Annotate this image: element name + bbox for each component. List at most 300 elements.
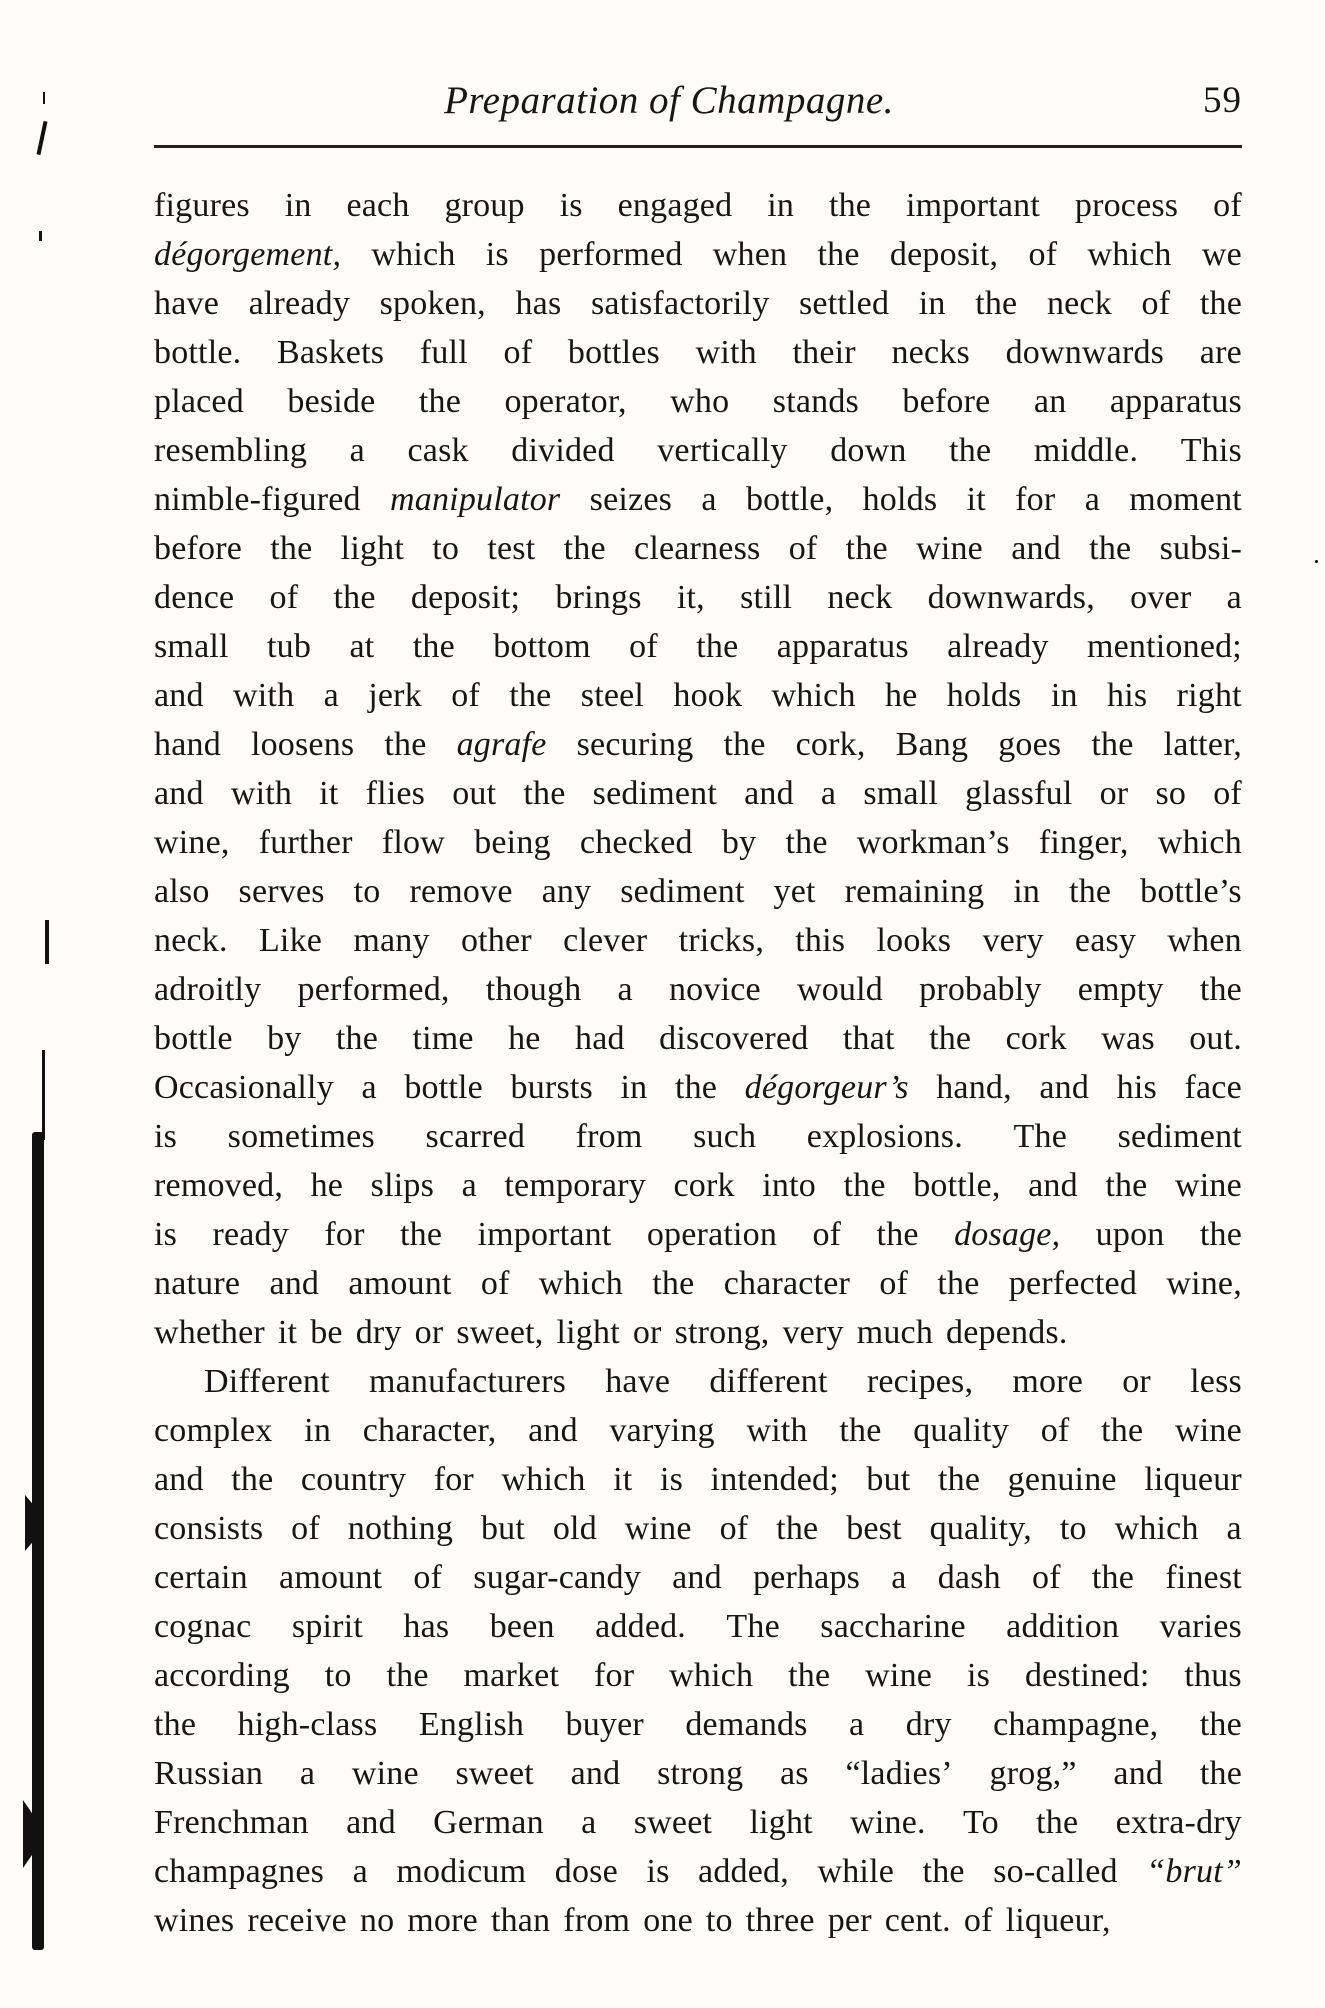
- word: is: [559, 187, 583, 224]
- text-line: [154, 1406, 1242, 1455]
- word: into: [762, 1167, 816, 1204]
- word: mentioned;: [1086, 628, 1242, 665]
- text-line: [154, 475, 1242, 524]
- word: is: [154, 1216, 178, 1253]
- word: face: [1184, 1069, 1242, 1106]
- word: a: [352, 1853, 368, 1890]
- text-line: [154, 230, 1242, 279]
- word: temporary: [504, 1167, 646, 1204]
- word: down: [830, 432, 907, 469]
- word: cognac: [154, 1608, 252, 1645]
- word: nature: [154, 1265, 241, 1302]
- word: Bang: [895, 726, 969, 763]
- text-line: [154, 720, 1242, 769]
- text-line: [154, 1308, 1242, 1357]
- word: full: [419, 334, 468, 371]
- word: the: [399, 1216, 443, 1253]
- word: light: [749, 1804, 813, 1841]
- word: addition: [1006, 1608, 1120, 1645]
- word: of: [1213, 775, 1242, 812]
- word: a: [461, 1167, 477, 1204]
- word: dosage,: [954, 1216, 1061, 1253]
- word: very: [982, 922, 1044, 959]
- word: but: [480, 1510, 525, 1547]
- word: Frenchman: [154, 1804, 309, 1841]
- word: probably: [919, 971, 1042, 1008]
- word: hand: [154, 726, 221, 763]
- word: the: [828, 187, 872, 224]
- word: the: [333, 579, 376, 616]
- word: removed,: [154, 1167, 284, 1204]
- word: is: [659, 1461, 684, 1498]
- text-line: [154, 1749, 1242, 1798]
- word: Baskets: [277, 334, 385, 371]
- word: English: [418, 1706, 525, 1743]
- word: This: [1180, 432, 1242, 469]
- word: is: [646, 1853, 670, 1890]
- word: placed: [154, 383, 244, 420]
- word: a: [617, 971, 633, 1008]
- word: a: [349, 432, 365, 469]
- word: operation: [646, 1216, 778, 1253]
- word: bottle: [404, 1069, 483, 1106]
- word: seizes: [589, 481, 673, 518]
- word: finger,: [1038, 824, 1129, 861]
- word: clearness: [634, 530, 761, 567]
- word: glassful: [965, 775, 1073, 812]
- word: for: [324, 1216, 365, 1253]
- word: and: [154, 677, 204, 714]
- margin-mark: [42, 1050, 45, 1140]
- word: the: [1101, 1412, 1144, 1449]
- word: of: [879, 1265, 909, 1302]
- word: wine: [624, 1510, 692, 1547]
- word: and: [1039, 1069, 1090, 1106]
- header-rule: [154, 145, 1242, 148]
- word: goes: [998, 726, 1062, 763]
- word: which: [771, 677, 856, 714]
- word: market: [463, 1657, 560, 1694]
- word: of: [629, 628, 658, 665]
- word: flow: [381, 824, 445, 861]
- word: bottom: [493, 628, 591, 665]
- word: important: [477, 1216, 612, 1253]
- word: for: [433, 1461, 474, 1498]
- word: the: [1199, 285, 1242, 322]
- word: his: [1116, 1069, 1157, 1106]
- word: strong,: [674, 1314, 770, 1351]
- word: the: [817, 236, 860, 273]
- word: an: [1033, 383, 1067, 420]
- word: a: [1226, 579, 1242, 616]
- word: stands: [772, 383, 859, 420]
- word: spoken,: [379, 285, 486, 322]
- word: downwards,: [927, 579, 1095, 616]
- word: which: [1114, 1510, 1199, 1547]
- word: while: [817, 1853, 895, 1890]
- word: other: [460, 922, 532, 959]
- word: though: [485, 971, 582, 1008]
- margin-mark: [43, 92, 45, 104]
- word: of: [480, 1265, 510, 1302]
- word: such: [693, 1118, 757, 1155]
- word: the: [843, 1167, 886, 1204]
- text-line: [154, 279, 1242, 328]
- word: brings: [555, 579, 642, 616]
- word: which: [1087, 236, 1172, 273]
- text-line: [154, 1014, 1242, 1063]
- word: looks: [876, 922, 952, 959]
- word: test: [487, 530, 536, 567]
- word: and: [1011, 530, 1061, 567]
- word: a: [581, 1804, 597, 1841]
- word: sediment: [620, 873, 745, 910]
- word: three: [745, 1902, 815, 1939]
- word: than: [490, 1902, 551, 1939]
- word: small: [863, 775, 938, 812]
- word: country: [300, 1461, 407, 1498]
- word: apparatus: [776, 628, 909, 665]
- word: quality: [913, 1412, 1010, 1449]
- word: jerk: [368, 677, 422, 714]
- word: the: [696, 628, 739, 665]
- word: of: [788, 530, 818, 567]
- text-line: [154, 524, 1242, 573]
- word: loosens: [250, 726, 355, 763]
- word: small: [154, 628, 229, 665]
- word: the: [335, 1020, 379, 1057]
- text-line: [154, 769, 1242, 818]
- word: wines: [154, 1902, 235, 1939]
- word: and: [1028, 1167, 1078, 1204]
- word: resembling: [154, 432, 308, 469]
- word: has: [403, 1608, 450, 1645]
- word: buyer: [565, 1706, 644, 1743]
- word: performed: [539, 236, 683, 273]
- word: the: [384, 726, 427, 763]
- word: “brut”: [1146, 1853, 1242, 1890]
- word: amount: [279, 1559, 383, 1596]
- word: from: [563, 1902, 631, 1939]
- word: in: [620, 1069, 648, 1106]
- word: as: [780, 1755, 809, 1792]
- word: in: [1013, 873, 1041, 910]
- word: with: [746, 1412, 808, 1449]
- word: is: [154, 1118, 178, 1155]
- word: has: [515, 285, 562, 322]
- word: The: [726, 1608, 780, 1645]
- word: complex: [154, 1412, 273, 1449]
- word: discovered: [659, 1020, 809, 1057]
- word: bottle: [154, 1020, 233, 1057]
- word: sediment: [592, 775, 717, 812]
- word: process: [1074, 187, 1179, 224]
- word: who: [670, 383, 730, 420]
- word: the: [1091, 1559, 1135, 1596]
- word: for: [1015, 481, 1056, 518]
- word: the: [845, 530, 888, 567]
- word: champagne,: [993, 1706, 1159, 1743]
- word: agrafe: [456, 726, 547, 763]
- word: the: [975, 285, 1018, 322]
- word: The: [1013, 1118, 1067, 1155]
- word: sweet: [633, 1804, 713, 1841]
- word: of: [413, 1559, 443, 1596]
- word: this: [795, 922, 846, 959]
- word: the: [386, 1657, 429, 1694]
- word: be: [310, 1314, 343, 1351]
- text-line: [154, 181, 1242, 230]
- word: latter,: [1163, 726, 1242, 763]
- word: the: [523, 775, 566, 812]
- word: a: [891, 1559, 907, 1596]
- word: the: [231, 1461, 274, 1498]
- word: each: [346, 187, 410, 224]
- word: in: [918, 285, 946, 322]
- word: engaged: [617, 187, 733, 224]
- word: of: [1028, 236, 1058, 273]
- word: out.: [1189, 1020, 1242, 1057]
- word: so-called: [993, 1853, 1118, 1890]
- word: but: [866, 1461, 911, 1498]
- word: divided: [511, 432, 615, 469]
- margin-speck: [1315, 560, 1318, 563]
- word: intended;: [710, 1461, 839, 1498]
- word: added.: [595, 1608, 687, 1645]
- margin-mark: [39, 231, 42, 241]
- word: bottle.: [154, 334, 242, 371]
- running-header: [154, 74, 1242, 128]
- word: manipulator: [390, 481, 561, 518]
- word: per: [827, 1902, 872, 1939]
- text-line: [154, 1798, 1242, 1847]
- word: when: [712, 236, 788, 273]
- text-line: [154, 1161, 1242, 1210]
- word: securing: [576, 726, 694, 763]
- word: according: [154, 1657, 290, 1694]
- word: wine: [916, 530, 983, 567]
- word: the: [674, 1069, 718, 1106]
- word: the: [1199, 1216, 1242, 1253]
- word: the: [929, 1020, 972, 1057]
- word: and: [1113, 1755, 1164, 1792]
- word: yet: [773, 873, 816, 910]
- word: or: [414, 1314, 444, 1351]
- word: of: [963, 1902, 993, 1939]
- word: of: [1040, 1412, 1070, 1449]
- word: flies: [365, 775, 426, 812]
- word: upon: [1095, 1216, 1165, 1253]
- word: depends.: [946, 1314, 1068, 1351]
- word: beside: [287, 383, 376, 420]
- word: bottle,: [745, 481, 834, 518]
- word: character: [723, 1265, 851, 1302]
- word: would: [796, 971, 883, 1008]
- word: deposit,: [889, 236, 999, 273]
- word: it: [613, 1461, 633, 1498]
- word: grog,”: [989, 1755, 1077, 1792]
- word: by: [267, 1020, 302, 1057]
- word: is: [966, 1657, 991, 1694]
- word: spirit: [291, 1608, 363, 1645]
- word: explosions.: [806, 1118, 963, 1155]
- word: by: [721, 824, 757, 861]
- text-line: [154, 671, 1242, 720]
- word: light: [340, 530, 405, 567]
- word: perhaps: [752, 1559, 861, 1596]
- word: time: [412, 1020, 474, 1057]
- text-line: [154, 1847, 1242, 1896]
- word: manufacturers: [368, 1363, 567, 1400]
- word: he: [508, 1020, 541, 1057]
- word: been: [489, 1608, 555, 1645]
- word: from: [575, 1118, 643, 1155]
- word: the: [788, 1657, 831, 1694]
- word: the: [509, 677, 552, 714]
- word: to: [1059, 1510, 1087, 1547]
- word: Russian: [154, 1755, 264, 1792]
- word: saccharine: [820, 1608, 966, 1645]
- word: modicum: [396, 1853, 527, 1890]
- word: sugar-candy: [473, 1559, 641, 1596]
- word: that: [842, 1020, 895, 1057]
- page-number: 59: [1203, 80, 1242, 121]
- word: recipes,: [866, 1363, 974, 1400]
- word: and: [744, 775, 794, 812]
- margin-mark: [45, 920, 49, 964]
- word: dégorgement,: [154, 236, 342, 273]
- word: with: [695, 334, 757, 371]
- word: character,: [362, 1412, 497, 1449]
- word: empty: [1077, 971, 1164, 1008]
- word: still: [740, 579, 793, 616]
- word: Like: [258, 922, 323, 959]
- word: is: [485, 236, 509, 273]
- word: neck.: [154, 922, 228, 959]
- word: settled: [799, 285, 890, 322]
- word: and: [154, 1461, 204, 1498]
- word: or: [632, 1314, 662, 1351]
- body-text: [154, 181, 1242, 1945]
- word: sweet: [455, 1755, 534, 1792]
- word: liqueur,: [1005, 1902, 1111, 1939]
- word: had: [575, 1020, 625, 1057]
- word: holds: [946, 677, 1022, 714]
- word: bottle’s: [1140, 873, 1242, 910]
- word: and: [154, 775, 204, 812]
- word: the: [937, 1461, 981, 1498]
- text-line: [154, 1455, 1242, 1504]
- word: dégorgeur’s: [744, 1069, 909, 1106]
- word: of: [451, 677, 480, 714]
- word: out: [452, 775, 497, 812]
- word: much: [856, 1314, 934, 1351]
- word: novice: [668, 971, 761, 1008]
- word: the: [154, 1706, 197, 1743]
- word: it: [277, 1314, 298, 1351]
- word: To: [963, 1804, 999, 1841]
- word: to: [432, 530, 460, 567]
- word: so: [1155, 775, 1187, 812]
- word: the: [1069, 873, 1112, 910]
- word: the: [563, 530, 606, 567]
- text-line: [154, 1357, 1242, 1406]
- word: demands: [685, 1706, 808, 1743]
- word: the: [412, 628, 455, 665]
- word: in: [304, 1412, 332, 1449]
- word: wine.: [850, 1804, 926, 1841]
- word: performed,: [297, 971, 450, 1008]
- word: it: [966, 481, 986, 518]
- word: subsi-: [1159, 530, 1242, 567]
- text-line: [154, 426, 1242, 475]
- word: wine,: [154, 824, 230, 861]
- word: wine: [1175, 1167, 1242, 1204]
- word: the: [1036, 1804, 1079, 1841]
- word: dash: [937, 1559, 1001, 1596]
- word: or: [1122, 1363, 1151, 1400]
- word: in: [284, 187, 312, 224]
- word: thus: [1184, 1657, 1242, 1694]
- word: cask: [407, 432, 469, 469]
- word: the: [785, 824, 828, 861]
- word: tricks,: [678, 922, 765, 959]
- word: wine,: [1166, 1265, 1242, 1302]
- word: before: [902, 383, 991, 420]
- word: the: [418, 383, 462, 420]
- word: with: [230, 775, 293, 812]
- word: whether: [154, 1314, 265, 1351]
- word: necks: [891, 334, 970, 371]
- word: bottles: [567, 334, 660, 371]
- word: operator,: [504, 383, 627, 420]
- text-line: [154, 1602, 1242, 1651]
- word: important: [905, 187, 1040, 224]
- word: the: [922, 1853, 965, 1890]
- word: the: [776, 1510, 819, 1547]
- word: the: [1199, 1755, 1242, 1792]
- word: have: [154, 285, 219, 322]
- word: easy: [1074, 922, 1137, 959]
- word: cork: [673, 1167, 735, 1204]
- word: already: [248, 285, 351, 322]
- word: in: [1050, 677, 1078, 714]
- word: which: [669, 1657, 754, 1694]
- text-line: [154, 818, 1242, 867]
- text-line: [154, 1112, 1242, 1161]
- word: when: [1167, 922, 1242, 959]
- word: right: [1176, 677, 1242, 714]
- word: varying: [609, 1412, 715, 1449]
- word: holds: [862, 481, 938, 518]
- word: the: [949, 432, 992, 469]
- word: the: [1199, 1706, 1242, 1743]
- word: dence: [154, 579, 235, 616]
- word: nimble-figured: [154, 481, 361, 518]
- word: one: [643, 1902, 693, 1939]
- word: more: [1012, 1363, 1084, 1400]
- word: his: [1107, 677, 1148, 714]
- word: a: [849, 1706, 865, 1743]
- word: wine: [865, 1657, 933, 1694]
- text-line: [154, 377, 1242, 426]
- word: a: [820, 775, 837, 812]
- word: strong: [657, 1755, 744, 1792]
- text-line: [154, 1210, 1242, 1259]
- word: with: [233, 677, 295, 714]
- text-line: [154, 1259, 1242, 1308]
- word: a: [1226, 1510, 1242, 1547]
